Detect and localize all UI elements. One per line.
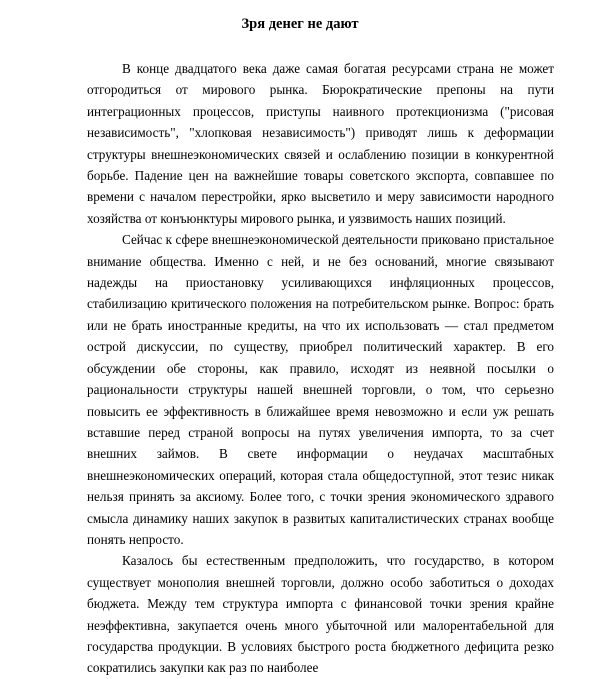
paragraph-3: Казалось бы естественным предположить, что государство, в котором существует монополия внешней торговли, должно особо заботиться о доходах бюджета. Между тем структура импорта с финансовой точки зрения крайне неэффективна, закупается очень много убыточной или малорентабельной для государства продукции. В условиях быстрого роста бюджетного дефицита резко сократились закупки как раз по наиболее — [87, 553, 554, 676]
document-body — [87, 58, 554, 679]
paragraph-1: В конце двадцатого века даже самая богатая ресурсами страна не может отгородиться от мирового рынка. Бюрократические препоны на пути интеграционных процессов, приступы наивного протекционизма ("рисовая независимость", "хлопковая независимость") приводят лишь к деформации структуры внешнеэкономических связей и ослаблению позиции в конкурентной борьбе. Падение цен на важнейшие товары советского экспорта, совпавшее по времени с началом перестройки, ярко высветило и меру зависимости народного хозяйства от конъюнктуры мирового рынка, и уязвимость наших позиций. — [87, 61, 554, 226]
paragraph-2: Сейчас к сфере внешнеэкономической деятельности приковано пристальное внимание общества. Именно с ней, и не без оснований, многие связывают надежды на приостановку усиливающихся инфляционных процессов, стабилизацию критического положения на потребительском рынке. Вопрос: брать или не брать иностранные кредиты, на что их использовать — стал предметом острой дискуссии, по существу, приобрел политический характер. В его обсуждении обе стороны, как правило, исходят из неявной посылки о рациональности структуры нашей внешней торговли, о том, что серьезно повысить ее эффективность в ближайшее время невозможно и если уж решать вставшие перед страной вопросы на путях увеличения импорта, то за счет внешних займов. В свете информации о неудачах масштабных внешнеэкономических операций, которая стала общедоступной, этот тезис никак нельзя принять за аксиому. Более того, с точки зрения экономического здравого смысла динамику наших закупок в развитых капиталистических странах вообще понять непросто. — [87, 232, 554, 547]
document-title: Зря денег не дают — [241, 16, 359, 32]
